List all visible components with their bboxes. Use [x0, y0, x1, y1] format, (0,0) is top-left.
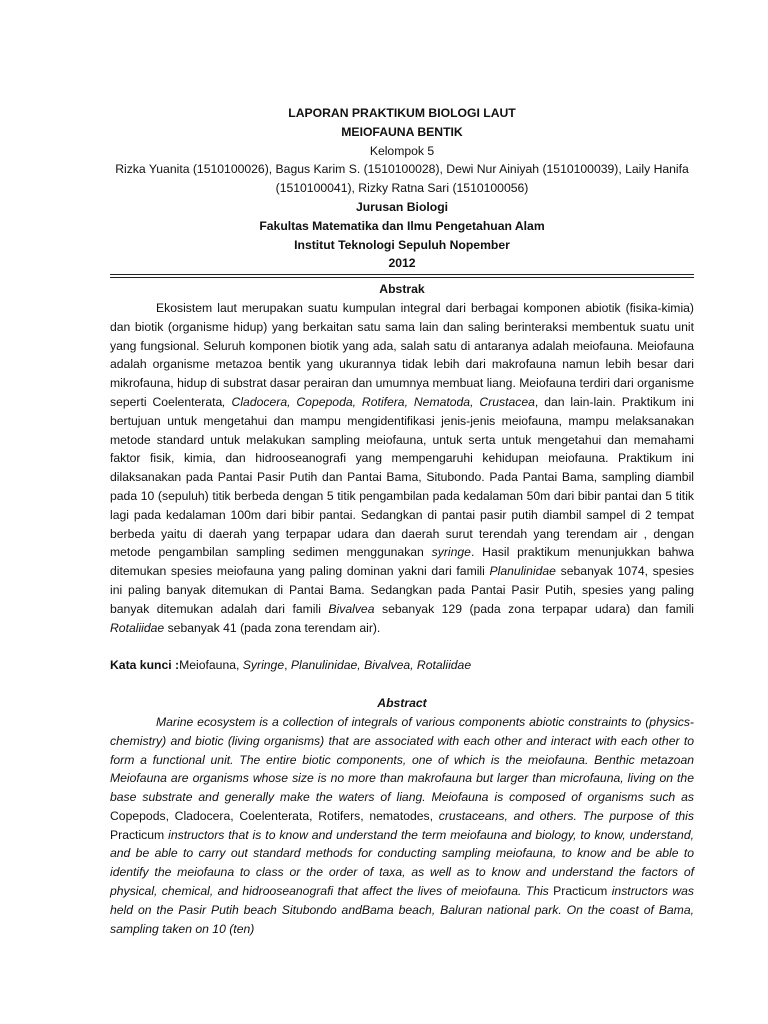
abstrak-taxa: , Cladocera, Copepoda, Rotifera, Nematoda, Crustacea	[222, 394, 535, 409]
abstract-text-4: instructors was held on the Pasir Putih beach Situbondo andBama beach, Baluran national park. On the coast of Bama, sampling taken on 10 (ten)	[110, 884, 694, 936]
keywords-line	[110, 656, 694, 675]
abstract-organisms: Copepods, Cladocera, Coelenterata, Rotifers, nematodes,	[110, 808, 434, 823]
abstract-practicum-2: Practicum	[553, 884, 608, 899]
abstrak-text-4: sebanyak 1074, spesies ini paling banyak ditemukan di Pantai Bama. Sedangkan pada Pantai Pasir Putih, spesies yang paling banyak ditemukan adalah dari famili	[110, 564, 694, 616]
faculty: Fakultas Matematika dan Ilmu Pengetahuan Alam	[259, 218, 545, 233]
abstrak-planulinidae: Planulinidae	[489, 564, 556, 579]
abstrak-text-5: sebanyak 129 (pada zona terpapar udara) dan famili	[374, 601, 694, 616]
report-title: LAPORAN PRAKTIKUM BIOLOGI LAUT	[288, 106, 516, 120]
abstract-text-2: crustaceans, and others. The purpose of this	[433, 808, 694, 823]
abstrak-rotaliidae: Rotaliidae	[110, 620, 165, 635]
group-label: Kelompok 5	[369, 143, 435, 158]
keywords-label: Kata kunci :	[110, 658, 180, 673]
authors: Rizka Yuanita (1510100026), Bagus Karim S. (1510100028), Dewi Nur Ainiyah (1510100039), Laily Hanifa (1510100041), Rizky Ratna Sari (1510100056)	[115, 162, 689, 196]
abstrak-text-2: , dan lain-lain. Praktikum ini bertujuan untuk mengetahui dan mampu mengidentifikasi jenis-jenis meiofauna, mampu melaksanakan metode standard untuk melakukan sampling meiofauna, untuk serta untuk mengetahui dan memahami faktor fisik, kimia, dan hidrooseanografi yang mempengaruhi kehidupan meiofauna. Praktikum ini dilaksanakan pada Pantai Pasir Putih dan Pantai Bama, Situbondo. Pada Pantai Bama, sampling diambil pada 10 (sepuluh) titik berbeda dengan 5 titik pengambilan pada kedalaman 50m dari bibir pantai dan 5 titik lagi pada kedalaman 100m dari bibir pantai. Sedangkan di pantai pasir putih diambil sampel di 2 tempat berbeda yaitu di daerah yang terpapar udara dan daerah surut terendah yang terendam air , dengan metode pengambilan sampling sedimen menggunakan	[110, 394, 694, 560]
abstrak-syringe: syringe	[431, 545, 471, 560]
abstrak-paragraph	[110, 299, 694, 637]
department: Jurusan Biologi	[355, 199, 449, 214]
abstract-paragraph	[110, 713, 694, 939]
keyword-rest: Planulinidae, Bivalvea, Rotaliidae	[290, 658, 472, 673]
abstract-text-1: Marine ecosystem is a collection of integrals of various components abiotic constraints to (physics-chemistry) and biotic (living organisms) that are associated with each other and interact with each other to form a functional unit. The entire biotic components, one of which is the meiofauna. Benthic metazoan Meiofauna are organisms whose size is no more than makrofauna but larger than microfauna, living on the base substrate and generally make the waters of liang. Meiofauna is composed of organisms such as	[110, 714, 694, 805]
document-page	[110, 104, 694, 938]
keyword-1: Meiofauna,	[179, 658, 243, 673]
report-subtitle: MEIOFAUNA BENTIK	[341, 124, 463, 139]
abstrak-text-6: sebanyak 41 (pada zona terendam air).	[164, 620, 381, 635]
institute: Institut Teknologi Sepuluh Nopember	[294, 237, 510, 252]
abstrak-text-1: Ekosistem laut merupakan suatu kumpulan integral dari berbagai komponen abiotik (fisika-kimia) dan biotik (organisme hidup) yang berkaitan satu sama lain dan saling berinteraksi membentuk suatu unit yang fungsional. Seluruh komponen biotik yang ada, salah satu di antaranya adalah meiofauna. Meiofauna adalah organisme metazoa bentik yang ukurannya tidak lebih dari makrofauna namun lebih besar dari mikrofauna, hidup di substrat dasar perairan dan umumnya membuat liang. Meiofauna terdiri dari organisme seperti Coelenterata	[110, 300, 694, 409]
spacer	[110, 637, 694, 656]
keyword-2: Syringe	[242, 658, 285, 673]
abstrak-heading: Abstrak	[379, 282, 425, 297]
abstrak-bivalvea: Bivalvea	[328, 601, 375, 616]
spacer	[110, 675, 694, 694]
double-rule-divider	[110, 274, 694, 278]
abstrak-text-3: . Hasil praktikum menunjukkan bahwa ditemukan spesies meiofauna yang paling dominan yakni dari famili	[110, 545, 694, 579]
abstract-heading: Abstract	[377, 696, 427, 711]
keyword-sep: ,	[284, 658, 291, 673]
abstract-text-3: instructors that is to know and understand the term meiofauna and biology, to know, understand, and be able to carry out standard methods for conducting sampling meiofauna, to know and be able to identify the meiofauna to class or the order of taxa, as well as to know and understand the factors of physical, chemical, and hidrooseanografi that affect the lives of meiofauna. This	[110, 827, 694, 899]
abstract-practicum-1: Practicum	[110, 827, 165, 842]
year: 2012	[388, 256, 416, 271]
